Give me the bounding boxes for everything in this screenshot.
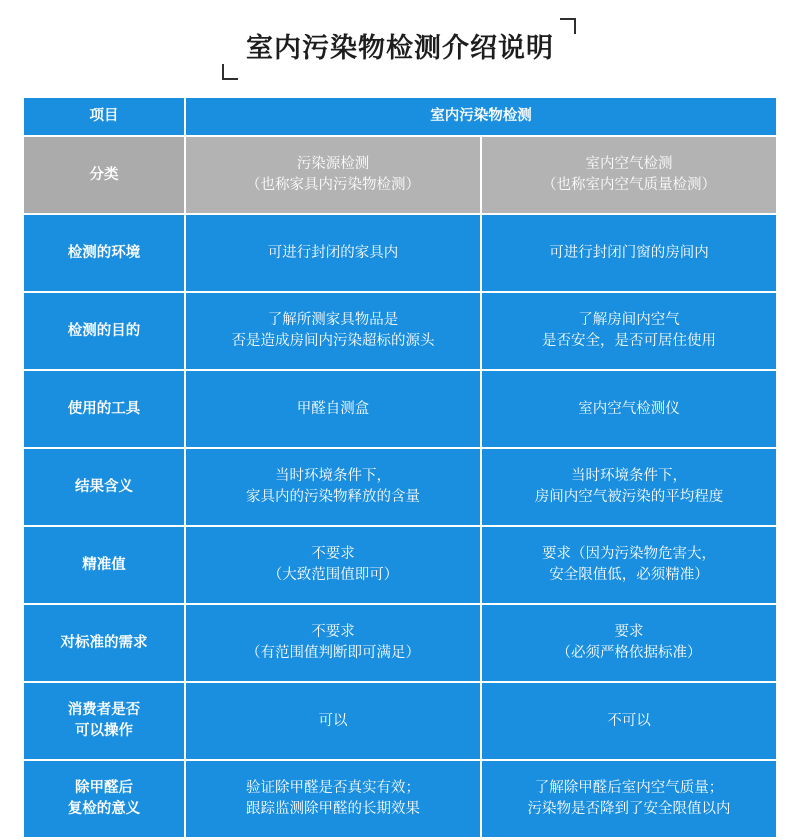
table-row — [24, 137, 776, 213]
comparison-table — [22, 96, 778, 839]
air-detection-cell-line: （也称室内空气质量检测） — [542, 177, 716, 194]
source-detection-cell-line: 不要求 — [311, 546, 355, 562]
header-merged-cell-line: 室内污染物检测 — [430, 108, 532, 124]
source-detection-cell-line: 家具内的污染物释放的含量 — [246, 489, 420, 506]
source-detection-cell-line: （有范围值判断即可满足） — [246, 645, 420, 662]
comparison-table-wrap — [0, 96, 800, 839]
source-detection-cell — [186, 137, 480, 213]
row-label-cell — [24, 761, 184, 837]
air-detection-cell — [482, 449, 776, 525]
source-detection-cell-line: 可进行封闭的家具内 — [267, 244, 399, 261]
air-detection-cell-line: 安全限值低，必须精准） — [549, 567, 709, 584]
title-corner-bottom-left-icon — [222, 64, 238, 80]
source-detection-cell-line: 否是造成房间内污染超标的源头 — [231, 333, 435, 350]
source-detection-cell-line: 污染源检测 — [296, 156, 370, 172]
source-detection-cell — [186, 449, 480, 525]
table-row — [24, 605, 776, 681]
page-title-area — [0, 0, 800, 96]
source-detection-cell — [186, 683, 480, 759]
row-label-cell — [24, 449, 184, 525]
row-label-cell-line: 复检的意义 — [67, 801, 141, 818]
air-detection-cell-line: 室内空气检测 — [585, 156, 673, 172]
row-label-cell — [24, 215, 184, 291]
table-row — [24, 215, 776, 291]
source-detection-cell — [186, 293, 480, 369]
source-detection-cell — [186, 605, 480, 681]
row-label-cell-line: 检测的环境 — [67, 244, 141, 261]
page-title-block — [228, 28, 572, 68]
air-detection-cell — [482, 215, 776, 291]
table-row — [24, 371, 776, 447]
table-row — [24, 761, 776, 837]
header-label-cell-line: 项目 — [89, 108, 119, 124]
air-detection-cell — [482, 137, 776, 213]
source-detection-cell — [186, 215, 480, 291]
air-detection-cell — [482, 371, 776, 447]
source-detection-cell-line: 验证除甲醛是否真实有效； — [246, 780, 420, 796]
table-row — [24, 683, 776, 759]
air-detection-cell — [482, 683, 776, 759]
air-detection-cell-line: 了解房间内空气 — [578, 312, 680, 328]
source-detection-cell-line: （大致范围值即可） — [267, 567, 399, 584]
source-detection-cell-line: 当时环境条件下， — [275, 468, 391, 484]
title-corner-top-right-icon — [560, 18, 576, 34]
source-detection-cell — [186, 761, 480, 837]
air-detection-cell-line: 污染物是否降到了安全限值以内 — [527, 801, 731, 818]
air-detection-cell-line: 当时环境条件下， — [571, 468, 687, 484]
page-title: 室内污染物检测介绍说明 — [246, 32, 554, 63]
source-detection-cell-line: 跟踪监测除甲醛的长期效果 — [246, 801, 420, 818]
air-detection-cell-line: 不可以 — [607, 712, 651, 729]
row-label-cell — [24, 371, 184, 447]
source-detection-cell-line: 了解所测家具物品是 — [267, 312, 399, 328]
row-label-cell — [24, 605, 184, 681]
air-detection-cell — [482, 761, 776, 837]
air-detection-cell-line: （必须严格依据标准） — [556, 645, 702, 662]
air-detection-cell-line: 室内空气检测仪 — [578, 400, 680, 417]
source-detection-cell-line: 可以 — [318, 712, 348, 729]
row-label-cell — [24, 527, 184, 603]
air-detection-cell-line: 是否安全，是否可居住使用 — [542, 333, 716, 350]
air-detection-cell-line: 了解除甲醛后室内空气质量； — [534, 780, 724, 796]
air-detection-cell-line: 可进行封闭门窗的房间内 — [549, 244, 709, 261]
header-merged-cell — [186, 98, 776, 135]
air-detection-cell-line: 要求 — [614, 624, 644, 640]
row-label-cell-line: 分类 — [89, 166, 119, 183]
row-label-cell-line: 除甲醛后 — [75, 780, 133, 796]
row-label-cell-line: 检测的目的 — [67, 322, 141, 339]
row-label-cell-line: 精准值 — [82, 556, 126, 573]
source-detection-cell — [186, 527, 480, 603]
row-label-cell — [24, 683, 184, 759]
header-label-cell — [24, 98, 184, 135]
air-detection-cell — [482, 605, 776, 681]
source-detection-cell-line: 甲醛自测盒 — [296, 400, 370, 417]
row-label-cell-line: 结果含义 — [75, 478, 133, 495]
air-detection-cell-line: 要求（因为污染物危害大， — [542, 546, 716, 562]
air-detection-cell — [482, 527, 776, 603]
row-label-cell-line: 使用的工具 — [67, 400, 141, 417]
table-header-row — [24, 98, 776, 135]
row-label-cell-line: 可以操作 — [75, 723, 133, 740]
row-label-cell — [24, 293, 184, 369]
table-row — [24, 293, 776, 369]
row-label-cell-line: 对标准的需求 — [60, 634, 148, 651]
air-detection-cell — [482, 293, 776, 369]
table-row — [24, 527, 776, 603]
source-detection-cell-line: （也称家具内污染物检测） — [246, 177, 420, 194]
air-detection-cell-line: 房间内空气被污染的平均程度 — [534, 489, 724, 506]
source-detection-cell — [186, 371, 480, 447]
source-detection-cell-line: 不要求 — [311, 624, 355, 640]
table-row — [24, 449, 776, 525]
row-label-cell — [24, 137, 184, 213]
row-label-cell-line: 消费者是否 — [67, 702, 141, 718]
